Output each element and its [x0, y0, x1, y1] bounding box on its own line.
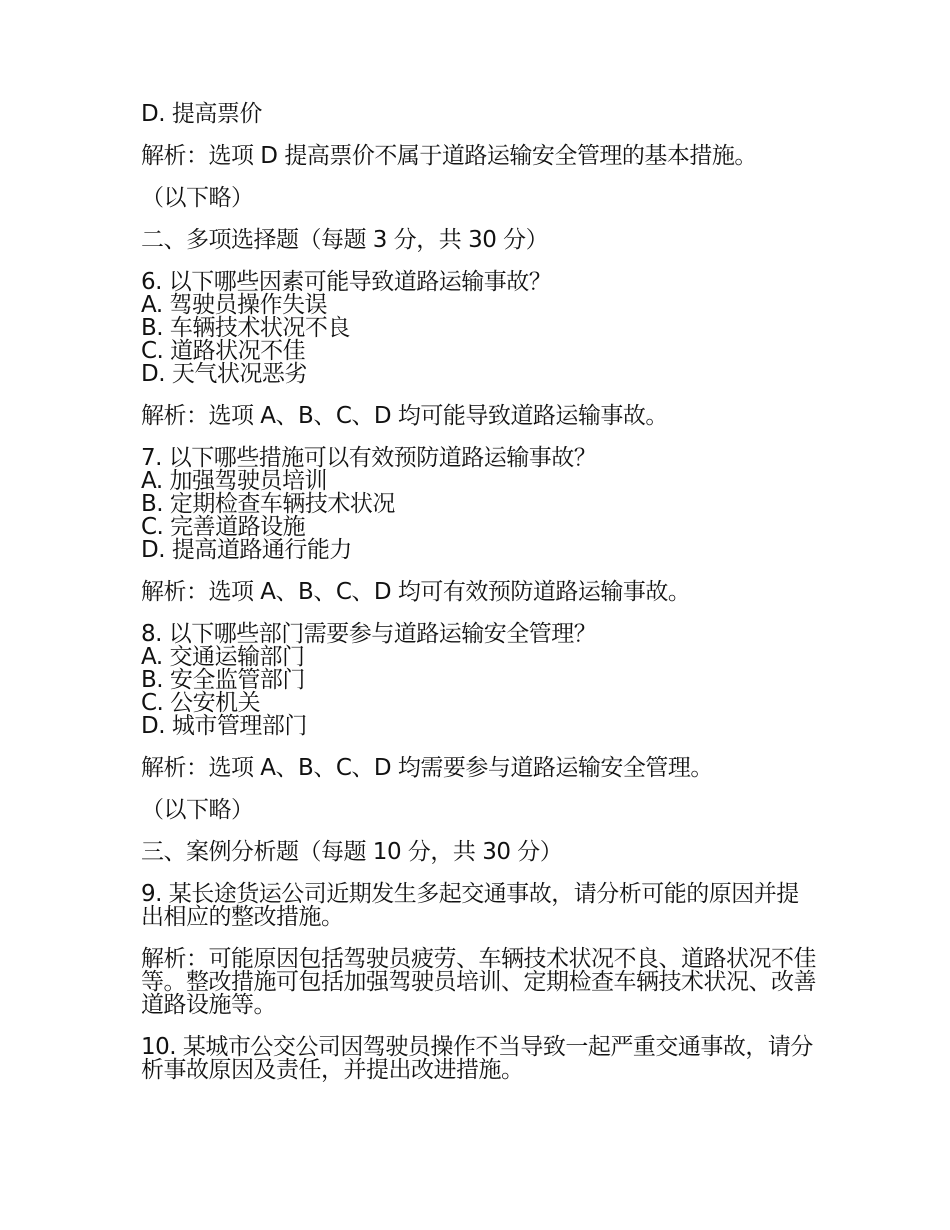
- question-stem: 7. 以下哪些措施可以有效预防道路运输事故？: [141, 445, 597, 471]
- option-c: C. 完善道路设施: [141, 514, 306, 540]
- omitted-note: （以下略）: [141, 185, 254, 211]
- analysis-paragraph: 解析：选项 D 提高票价不属于道路运输安全管理的基本措施。: [141, 143, 757, 169]
- option-a: A. 加强驾驶员培训: [141, 468, 327, 494]
- question-7: [141, 447, 821, 562]
- question-8: [141, 623, 821, 738]
- option-a: A. 交通运输部门: [141, 644, 305, 670]
- question-stem: 8. 以下哪些部门需要参与道路运输安全管理？: [141, 621, 597, 647]
- option-d: D. 提高道路通行能力: [141, 537, 352, 563]
- analysis-paragraph: 解析：选项 A、B、C、D 均可能导致道路运输事故。: [141, 403, 668, 429]
- option-d: D. 城市管理部门: [141, 713, 307, 739]
- section-heading-multiple-choice: 二、多项选择题（每题 3 分，共 30 分）: [141, 227, 549, 253]
- option-b: B. 车辆技术状况不良: [141, 315, 350, 341]
- analysis-paragraph: 解析：选项 A、B、C、D 均需要参与道路运输安全管理。: [141, 755, 713, 781]
- analysis-paragraph: 解析：选项 A、B、C、D 均可有效预防道路运输事故。: [141, 579, 691, 605]
- analysis-paragraph: 解析：可能原因包括驾驶员疲劳、车辆技术状况不良、道路状况不佳等。整改措施可包括加强驾驶员培训、定期检查车辆技术状况、改善道路设施等。: [141, 946, 816, 1018]
- option-a: A. 驾驶员操作失误: [141, 292, 327, 318]
- section-heading-case-analysis: 三、案例分析题（每题 10 分，共 30 分）: [141, 839, 563, 865]
- document-page: [141, 103, 821, 1082]
- omitted-note: （以下略）: [141, 797, 254, 823]
- option-b: B. 安全监管部门: [141, 667, 305, 693]
- question-9: 9. 某长途货运公司近期发生多起交通事故，请分析可能的原因并提出相应的整改措施。: [141, 881, 799, 930]
- question-10: 10. 某城市公交公司因驾驶员操作不当导致一起严重交通事故，请分析事故原因及责任，并提出改进措施。: [141, 1034, 813, 1083]
- option-c: C. 公安机关: [141, 690, 261, 716]
- option-b: B. 定期检查车辆技术状况: [141, 491, 395, 517]
- option-d-line: D. 提高票价: [141, 101, 262, 127]
- question-6: [141, 271, 821, 386]
- option-c: C. 道路状况不佳: [141, 338, 306, 364]
- option-d: D. 天气状况恶劣: [141, 361, 307, 387]
- question-stem: 6. 以下哪些因素可能导致道路运输事故？: [141, 269, 552, 295]
